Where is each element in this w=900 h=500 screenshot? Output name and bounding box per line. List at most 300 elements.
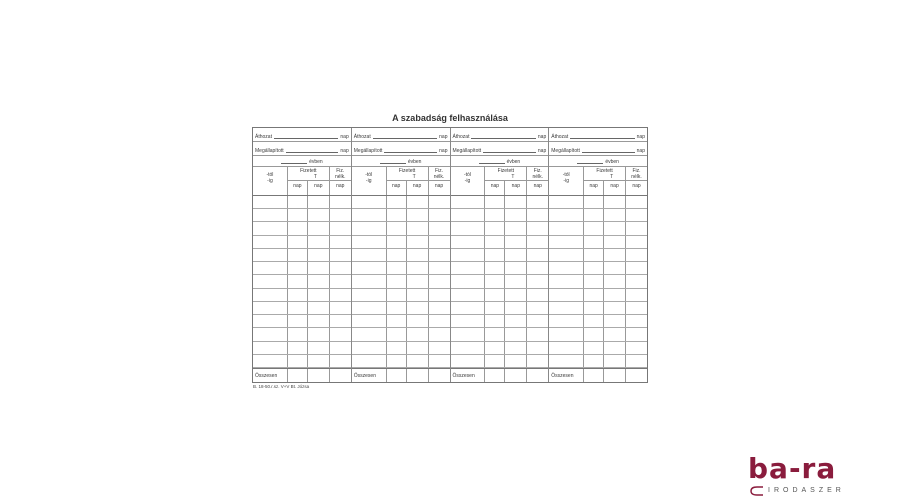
megallapitott-blank-field[interactable] (483, 152, 536, 153)
entry-cell-dates[interactable] (253, 209, 287, 221)
entry-cell-paid[interactable] (386, 302, 406, 314)
entry-cell-paid-t[interactable] (603, 222, 625, 234)
entry-cell-paid[interactable] (583, 315, 603, 327)
athozat-label: Áthozat (452, 134, 470, 140)
header-nap: nap (406, 181, 428, 195)
entry-cell-paid-t[interactable] (504, 249, 526, 261)
entry-row (352, 289, 450, 302)
entry-cell-unpaid[interactable] (428, 289, 450, 301)
entry-cell-dates[interactable] (549, 196, 583, 208)
header-nap: nap (583, 181, 603, 195)
header-tol: -tól (365, 172, 373, 178)
entry-row (451, 222, 549, 235)
entry-cell-paid-t[interactable] (406, 328, 428, 340)
entry-cell-paid[interactable] (484, 342, 504, 354)
entry-cell-unpaid[interactable] (329, 302, 351, 314)
entry-row (549, 275, 647, 288)
entry-cell-dates[interactable] (549, 222, 583, 234)
entry-cell-dates[interactable] (549, 236, 583, 248)
entry-cell-unpaid[interactable] (329, 236, 351, 248)
entry-cell-dates[interactable] (352, 275, 386, 287)
entry-cell-unpaid[interactable] (428, 249, 450, 261)
entry-cell-paid[interactable] (484, 315, 504, 327)
entry-cell-unpaid[interactable] (625, 342, 647, 354)
entry-row (451, 249, 549, 262)
entry-cell-dates[interactable] (549, 355, 583, 367)
column-header (451, 167, 549, 196)
entry-row (451, 275, 549, 288)
entry-cell-paid[interactable] (287, 355, 307, 367)
entry-cell-dates[interactable] (253, 262, 287, 274)
total-cell-paid-t[interactable] (504, 369, 526, 382)
entry-row (451, 196, 549, 209)
entry-cell-paid-t[interactable] (504, 275, 526, 287)
entry-row (253, 222, 351, 235)
entry-cell-paid[interactable] (583, 289, 603, 301)
entry-cell-paid-t[interactable] (406, 262, 428, 274)
entry-cell-paid[interactable] (386, 196, 406, 208)
entry-cell-paid[interactable] (287, 236, 307, 248)
total-cell-unpaid[interactable] (526, 369, 548, 382)
entry-cell-paid[interactable] (484, 302, 504, 314)
entry-cell-paid[interactable] (583, 236, 603, 248)
entry-cell-paid-t[interactable] (504, 209, 526, 221)
total-cell-paid-t[interactable] (603, 369, 625, 382)
entry-cell-paid-t[interactable] (307, 342, 329, 354)
entry-cell-paid[interactable] (484, 222, 504, 234)
header-fizetett-label: Fizetett (398, 168, 416, 174)
entry-cell-dates[interactable] (253, 236, 287, 248)
entry-cell-dates[interactable] (253, 249, 287, 261)
entry-cell-paid[interactable] (583, 196, 603, 208)
entry-cell-dates[interactable] (352, 222, 386, 234)
entry-cell-paid-t[interactable] (406, 302, 428, 314)
entry-cell-paid-t[interactable] (307, 236, 329, 248)
entry-cell-dates[interactable] (451, 262, 485, 274)
total-cell-paid[interactable] (484, 369, 504, 382)
entry-cell-unpaid[interactable] (625, 262, 647, 274)
header-tol-ig (549, 167, 583, 195)
entry-cell-paid[interactable] (386, 236, 406, 248)
header-nap: nap (386, 181, 406, 195)
entry-cell-dates[interactable] (549, 289, 583, 301)
entry-row (451, 236, 549, 249)
entry-cell-paid[interactable] (583, 222, 603, 234)
entry-cell-unpaid[interactable] (329, 209, 351, 221)
entry-cell-unpaid[interactable] (329, 196, 351, 208)
entry-cell-dates[interactable] (451, 289, 485, 301)
entry-cell-unpaid[interactable] (526, 262, 548, 274)
entry-cell-dates[interactable] (549, 249, 583, 261)
entry-cell-paid-t[interactable] (504, 302, 526, 314)
entry-cell-unpaid[interactable] (625, 302, 647, 314)
entry-cell-paid[interactable] (583, 209, 603, 221)
header-nap: nap (526, 181, 548, 195)
entry-cell-paid[interactable] (583, 249, 603, 261)
entry-cell-dates[interactable] (451, 342, 485, 354)
entry-cell-unpaid[interactable] (428, 275, 450, 287)
header-fizetett-label: Fizetett (300, 168, 317, 174)
entry-cell-paid[interactable] (287, 196, 307, 208)
entry-cell-dates[interactable] (352, 289, 386, 301)
entry-row (253, 315, 351, 328)
entry-cell-unpaid[interactable] (526, 249, 548, 261)
year-blank-field[interactable] (380, 163, 406, 164)
entry-row (253, 289, 351, 302)
entry-row (352, 249, 450, 262)
entry-cell-paid-t[interactable] (307, 315, 329, 327)
entry-cell-paid-t[interactable] (504, 342, 526, 354)
entry-cell-paid-t[interactable] (603, 315, 625, 327)
year-blank-field[interactable] (281, 163, 307, 164)
entry-row (451, 315, 549, 328)
entry-cell-unpaid[interactable] (526, 209, 548, 221)
total-cell-unpaid[interactable] (428, 369, 450, 382)
megallapitott-label: Megállapított (452, 148, 482, 154)
entry-cell-paid-t[interactable] (504, 289, 526, 301)
entry-cell-unpaid[interactable] (526, 275, 548, 287)
header-nap: nap (504, 181, 526, 195)
entry-cell-paid[interactable] (386, 275, 406, 287)
entry-cell-unpaid[interactable] (329, 315, 351, 327)
entry-cell-paid[interactable] (287, 328, 307, 340)
entry-cell-unpaid[interactable] (625, 249, 647, 261)
entry-cell-paid[interactable] (484, 209, 504, 221)
entry-cell-paid[interactable] (386, 262, 406, 274)
athozat-blank-field[interactable] (274, 138, 338, 139)
entry-cell-dates[interactable] (253, 289, 287, 301)
entry-rows (451, 196, 549, 368)
entry-cell-paid[interactable] (287, 342, 307, 354)
entry-cell-dates[interactable] (549, 302, 583, 314)
entry-cell-dates[interactable] (451, 222, 485, 234)
entry-cell-dates[interactable] (352, 209, 386, 221)
entry-cell-unpaid[interactable] (625, 196, 647, 208)
entry-cell-paid[interactable] (583, 302, 603, 314)
entry-cell-paid-t[interactable] (603, 236, 625, 248)
entry-cell-paid-t[interactable] (603, 289, 625, 301)
entry-cell-paid[interactable] (484, 355, 504, 367)
entry-cell-paid-t[interactable] (406, 315, 428, 327)
entry-cell-paid-t[interactable] (603, 328, 625, 340)
entry-cell-paid[interactable] (287, 262, 307, 274)
entry-cell-unpaid[interactable] (625, 355, 647, 367)
entry-cell-dates[interactable] (451, 249, 485, 261)
megallapitott-unit: nap (340, 148, 349, 154)
entry-cell-dates[interactable] (451, 328, 485, 340)
entry-cell-paid-t[interactable] (504, 355, 526, 367)
entry-cell-paid-t[interactable] (603, 196, 625, 208)
entry-cell-unpaid[interactable] (625, 328, 647, 340)
entry-cell-dates[interactable] (549, 275, 583, 287)
entry-cell-unpaid[interactable] (428, 342, 450, 354)
entry-cell-paid[interactable] (583, 342, 603, 354)
header-ig: -ig (267, 178, 273, 184)
entry-cell-paid[interactable] (287, 209, 307, 221)
entry-cell-dates[interactable] (451, 236, 485, 248)
entry-cell-paid-t[interactable] (603, 342, 625, 354)
entry-cell-unpaid[interactable] (329, 328, 351, 340)
entry-cell-unpaid[interactable] (625, 209, 647, 221)
entry-cell-paid-t[interactable] (504, 196, 526, 208)
entry-cell-dates[interactable] (352, 302, 386, 314)
entry-cell-paid[interactable] (287, 289, 307, 301)
entry-cell-dates[interactable] (352, 315, 386, 327)
entry-cell-paid-t[interactable] (406, 289, 428, 301)
entry-cell-dates[interactable] (549, 328, 583, 340)
megallapitott-label: Megállapított (255, 148, 284, 154)
header-fizetett-t: T (412, 174, 416, 180)
entry-cell-dates[interactable] (253, 222, 287, 234)
entry-cell-dates[interactable] (352, 249, 386, 261)
entry-cell-paid[interactable] (386, 289, 406, 301)
entry-cell-paid-t[interactable] (307, 249, 329, 261)
entry-cell-dates[interactable] (253, 328, 287, 340)
entry-cell-paid[interactable] (386, 222, 406, 234)
athozat-label: Áthozat (255, 134, 272, 140)
entry-cell-unpaid[interactable] (428, 236, 450, 248)
entry-cell-unpaid[interactable] (428, 315, 450, 327)
header-fiz: Fiz. (533, 168, 542, 174)
entry-cell-dates[interactable] (352, 355, 386, 367)
total-label: Összesen (551, 373, 574, 379)
entry-cell-unpaid[interactable] (428, 328, 450, 340)
athozat-unit: nap (439, 134, 448, 140)
entry-cell-dates[interactable] (253, 355, 287, 367)
entry-cell-dates[interactable] (352, 262, 386, 274)
entry-cell-paid[interactable] (484, 249, 504, 261)
total-cell-paid-t[interactable] (406, 369, 428, 382)
entry-row (451, 355, 549, 368)
entry-row (352, 262, 450, 275)
entry-cell-unpaid[interactable] (428, 302, 450, 314)
entry-cell-unpaid[interactable] (329, 355, 351, 367)
entry-cell-unpaid[interactable] (526, 236, 548, 248)
entry-rows (352, 196, 450, 368)
header-nelk: nélk. (334, 174, 346, 180)
entry-cell-paid-t[interactable] (504, 222, 526, 234)
entry-cell-paid[interactable] (583, 262, 603, 274)
entry-cell-unpaid[interactable] (625, 236, 647, 248)
entry-cell-unpaid[interactable] (526, 328, 548, 340)
total-cell-paid[interactable] (386, 369, 406, 382)
header-fizetett-t: T (313, 174, 317, 180)
entry-cell-paid[interactable] (287, 249, 307, 261)
entry-cell-paid-t[interactable] (406, 196, 428, 208)
ba-ra-logo (748, 452, 896, 500)
entry-cell-unpaid[interactable] (625, 222, 647, 234)
entry-cell-dates[interactable] (253, 302, 287, 314)
entry-cell-paid-t[interactable] (406, 249, 428, 261)
header-fizetett-label: Fizetett (497, 168, 515, 174)
entry-cell-paid[interactable] (386, 328, 406, 340)
entry-cell-dates[interactable] (352, 328, 386, 340)
entry-cell-dates[interactable] (352, 196, 386, 208)
entry-cell-dates[interactable] (253, 196, 287, 208)
athozat-blank-field[interactable] (570, 138, 634, 139)
entry-cell-unpaid[interactable] (329, 262, 351, 274)
entry-cell-dates[interactable] (352, 236, 386, 248)
total-cell-unpaid[interactable] (329, 369, 351, 382)
entry-cell-paid[interactable] (583, 275, 603, 287)
athozat-unit: nap (340, 134, 349, 140)
megallapitott-blank-field[interactable] (582, 152, 635, 153)
year-blank-field[interactable] (577, 163, 603, 164)
entry-cell-paid-t[interactable] (504, 315, 526, 327)
entry-cell-paid-t[interactable] (406, 209, 428, 221)
total-cell-unpaid[interactable] (625, 369, 647, 382)
entry-cell-paid[interactable] (484, 196, 504, 208)
header-nap: nap (329, 181, 351, 195)
athozat-label: Áthozat (353, 134, 371, 140)
athozat-blank-field[interactable] (373, 138, 437, 139)
entry-cell-dates[interactable] (451, 196, 485, 208)
entry-cell-unpaid[interactable] (526, 302, 548, 314)
entry-row (352, 315, 450, 328)
entry-cell-unpaid[interactable] (625, 315, 647, 327)
form-panel (548, 128, 647, 382)
year-line (253, 156, 351, 167)
entry-cell-dates[interactable] (451, 209, 485, 221)
athozat-unit: nap (636, 134, 645, 140)
entry-cell-paid-t[interactable] (603, 355, 625, 367)
entry-cell-unpaid[interactable] (428, 196, 450, 208)
entry-cell-paid-t[interactable] (307, 196, 329, 208)
header-ig: -ig (563, 178, 569, 184)
entry-cell-paid-t[interactable] (307, 262, 329, 274)
megallapitott-blank-field[interactable] (286, 152, 339, 153)
entry-cell-dates[interactable] (253, 315, 287, 327)
entry-cell-paid-t[interactable] (406, 342, 428, 354)
entry-cell-paid[interactable] (386, 315, 406, 327)
header-ig: -ig (464, 178, 471, 184)
entry-cell-dates[interactable] (549, 315, 583, 327)
header-tol-ig (352, 167, 386, 195)
entry-cell-unpaid[interactable] (428, 355, 450, 367)
header-fiz: Fiz. (632, 168, 641, 174)
entry-cell-unpaid[interactable] (329, 249, 351, 261)
entry-cell-paid-t[interactable] (406, 275, 428, 287)
entry-cell-paid[interactable] (484, 289, 504, 301)
entry-cell-unpaid[interactable] (329, 275, 351, 287)
entry-cell-dates[interactable] (253, 342, 287, 354)
entry-cell-dates[interactable] (253, 275, 287, 287)
header-fizetett-label: Fizetett (596, 168, 613, 174)
entry-cell-paid-t[interactable] (603, 275, 625, 287)
entry-cell-paid[interactable] (583, 355, 603, 367)
header-fizetett (484, 167, 526, 181)
entry-cell-unpaid[interactable] (526, 315, 548, 327)
form-panel (351, 128, 450, 382)
total-label: Összesen (452, 373, 475, 379)
entry-row (352, 209, 450, 222)
header-fiz-nelk (625, 167, 647, 181)
entry-cell-paid[interactable] (287, 315, 307, 327)
header-nap: nap (428, 181, 450, 195)
entry-cell-paid[interactable] (484, 236, 504, 248)
entry-cell-paid[interactable] (386, 249, 406, 261)
entry-cell-unpaid[interactable] (428, 209, 450, 221)
entry-cell-paid-t[interactable] (307, 355, 329, 367)
entry-cell-unpaid[interactable] (526, 342, 548, 354)
total-cell-paid-t[interactable] (307, 369, 329, 382)
entry-cell-unpaid[interactable] (428, 222, 450, 234)
entry-cell-unpaid[interactable] (428, 262, 450, 274)
header-fizetett (386, 167, 428, 181)
entry-cell-paid-t[interactable] (504, 262, 526, 274)
entry-row (549, 196, 647, 209)
entry-cell-paid[interactable] (287, 302, 307, 314)
megallapitott-label: Megállapított (353, 148, 383, 154)
entry-cell-paid[interactable] (287, 222, 307, 234)
entry-cell-unpaid[interactable] (526, 222, 548, 234)
entry-cell-paid-t[interactable] (603, 262, 625, 274)
entry-cell-unpaid[interactable] (329, 289, 351, 301)
form-title: A szabadság felhasználása (392, 113, 508, 123)
entry-cell-unpaid[interactable] (329, 342, 351, 354)
entry-row (253, 355, 351, 368)
header-fiz-nelk (329, 167, 351, 181)
entry-cell-paid-t[interactable] (406, 222, 428, 234)
entry-cell-paid-t[interactable] (307, 289, 329, 301)
entry-cell-paid-t[interactable] (406, 236, 428, 248)
entry-cell-paid-t[interactable] (504, 328, 526, 340)
entry-cell-unpaid[interactable] (329, 222, 351, 234)
logo-subtext: IRODASZER (768, 487, 845, 494)
entry-cell-dates[interactable] (549, 262, 583, 274)
entry-cell-unpaid[interactable] (526, 196, 548, 208)
entry-cell-dates[interactable] (451, 275, 485, 287)
entry-cell-paid-t[interactable] (603, 302, 625, 314)
entry-cell-paid-t[interactable] (307, 302, 329, 314)
entry-cell-paid[interactable] (287, 275, 307, 287)
entry-cell-unpaid[interactable] (526, 355, 548, 367)
entry-cell-paid[interactable] (484, 328, 504, 340)
form-panel (253, 128, 351, 382)
entry-cell-unpaid[interactable] (526, 289, 548, 301)
header-tol: -tól (562, 172, 570, 178)
year-blank-field[interactable] (479, 163, 505, 164)
entry-cell-paid-t[interactable] (603, 249, 625, 261)
entry-cell-paid[interactable] (386, 342, 406, 354)
entry-cell-paid-t[interactable] (307, 275, 329, 287)
entry-cell-paid[interactable] (386, 209, 406, 221)
entry-cell-paid[interactable] (386, 355, 406, 367)
entry-cell-dates[interactable] (451, 355, 485, 367)
entry-cell-dates[interactable] (451, 302, 485, 314)
entry-cell-paid[interactable] (484, 275, 504, 287)
athozat-blank-field[interactable] (471, 138, 535, 139)
megallapitott-blank-field[interactable] (384, 152, 437, 153)
entry-cell-dates[interactable] (549, 342, 583, 354)
total-cell-paid[interactable] (583, 369, 603, 382)
entry-cell-dates[interactable] (451, 315, 485, 327)
entry-cell-paid-t[interactable] (307, 222, 329, 234)
entry-cell-unpaid[interactable] (625, 289, 647, 301)
entry-cell-unpaid[interactable] (625, 275, 647, 287)
entry-cell-paid-t[interactable] (406, 355, 428, 367)
entry-cell-dates[interactable] (549, 209, 583, 221)
entry-cell-paid-t[interactable] (504, 236, 526, 248)
entry-cell-paid[interactable] (583, 328, 603, 340)
entry-cell-paid[interactable] (484, 262, 504, 274)
entry-cell-paid-t[interactable] (307, 328, 329, 340)
entry-cell-dates[interactable] (352, 342, 386, 354)
entry-cell-paid-t[interactable] (603, 209, 625, 221)
entry-cell-paid-t[interactable] (307, 209, 329, 221)
total-cell-paid[interactable] (287, 369, 307, 382)
header-fizetett (287, 167, 329, 181)
